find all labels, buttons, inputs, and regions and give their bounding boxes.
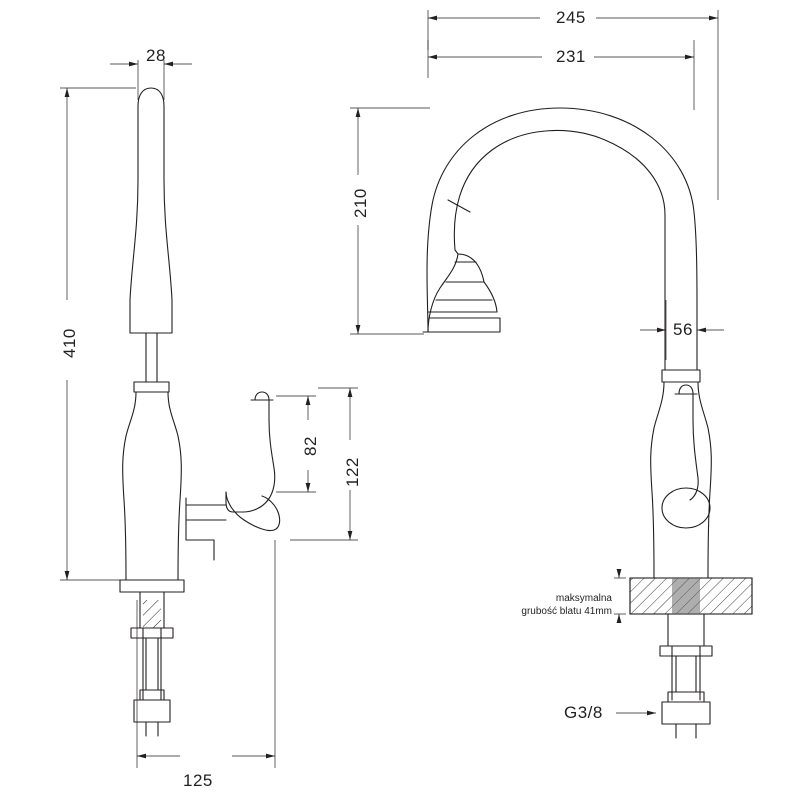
left-elevation-faucet (120, 88, 280, 736)
dimension-label-handle-total-height: 122 (343, 457, 362, 487)
dimension-lines (60, 10, 724, 768)
dimension-label-reach-inner: 231 (556, 47, 586, 66)
dimension-label-spout-width: 28 (146, 46, 166, 65)
dimension-label-total-height: 410 (60, 328, 79, 358)
note-line-1: maksymalna (555, 593, 612, 604)
dimension-label-spout-height: 210 (351, 188, 370, 218)
note-line-2: grubość blatu 41mm (521, 606, 612, 617)
dimension-label-body-width: 56 (673, 320, 693, 339)
countertop-shank-fill (672, 578, 700, 614)
dimension-label-base-width: 125 (183, 771, 213, 790)
dimension-label-handle-height: 82 (301, 436, 320, 456)
dimension-label-thread-size: G3/8 (564, 703, 603, 722)
left-thread-hatch (143, 600, 161, 628)
note-counter-thickness (496, 592, 612, 618)
dimension-label-reach-outer: 245 (556, 8, 586, 27)
right-elevation-faucet (423, 108, 752, 738)
